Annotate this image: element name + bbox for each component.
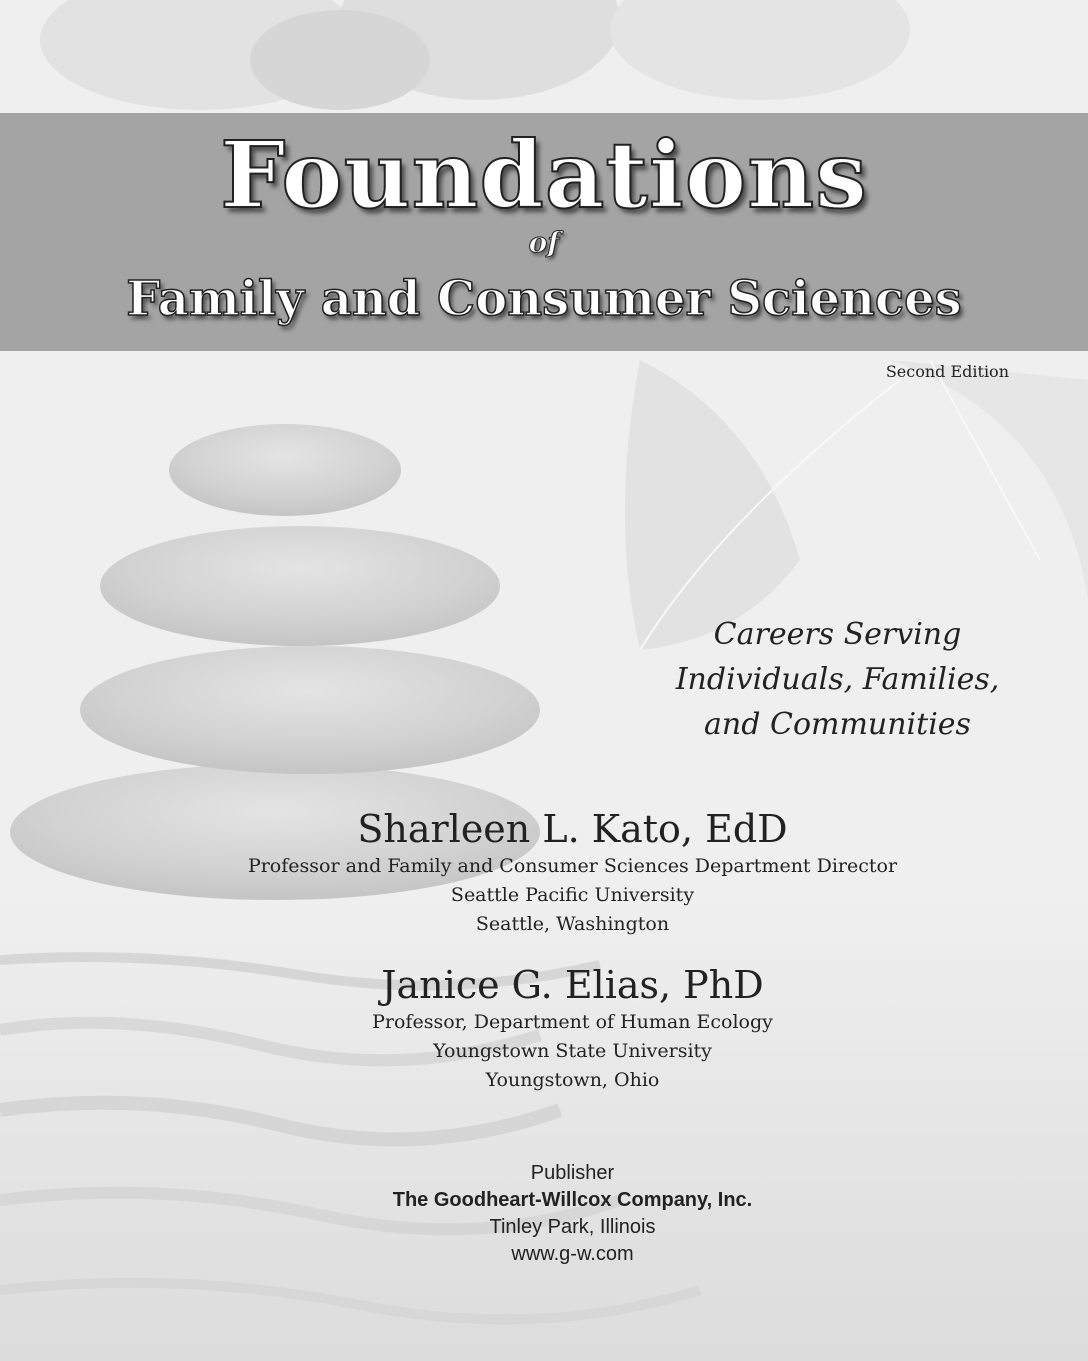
subtitle-line: Careers Serving bbox=[713, 617, 962, 652]
publisher-label: Publisher bbox=[530, 1162, 615, 1184]
publisher-block bbox=[0, 1160, 1088, 1268]
author-location: Youngstown, Ohio bbox=[485, 1069, 660, 1091]
publisher-website[interactable]: www.g-w.com bbox=[511, 1243, 634, 1265]
edition-label: Second Edition bbox=[885, 362, 1009, 381]
publisher-name: The Goodheart-Willcox Company, Inc. bbox=[392, 1189, 753, 1211]
book-title-connector: of bbox=[528, 226, 560, 259]
subtitle-line: and Communities bbox=[704, 707, 971, 742]
book-subtitle bbox=[640, 612, 1035, 747]
subtitle-line: Individuals, Families, bbox=[675, 662, 1000, 697]
author-institution: Seattle Pacific University bbox=[450, 884, 695, 906]
flower-shape bbox=[40, 0, 910, 110]
author-institution: Youngstown State University bbox=[433, 1040, 712, 1062]
author-location: Seattle, Washington bbox=[475, 913, 670, 935]
publisher-location: Tinley Park, Illinois bbox=[489, 1216, 656, 1238]
author-title: Professor, Department of Human Ecology bbox=[372, 1011, 773, 1033]
author-title: Professor and Family and Consumer Sciences Department Director bbox=[247, 855, 898, 877]
author-name: Janice G. Elias, PhD bbox=[381, 963, 764, 1007]
author-name: Sharleen L. Kato, EdD bbox=[357, 807, 788, 851]
author-block bbox=[0, 962, 1088, 1095]
book-title: Foundations bbox=[220, 121, 868, 229]
author-block bbox=[0, 806, 1088, 939]
book-title-subject: Family and Consumer Sciences bbox=[126, 271, 962, 327]
